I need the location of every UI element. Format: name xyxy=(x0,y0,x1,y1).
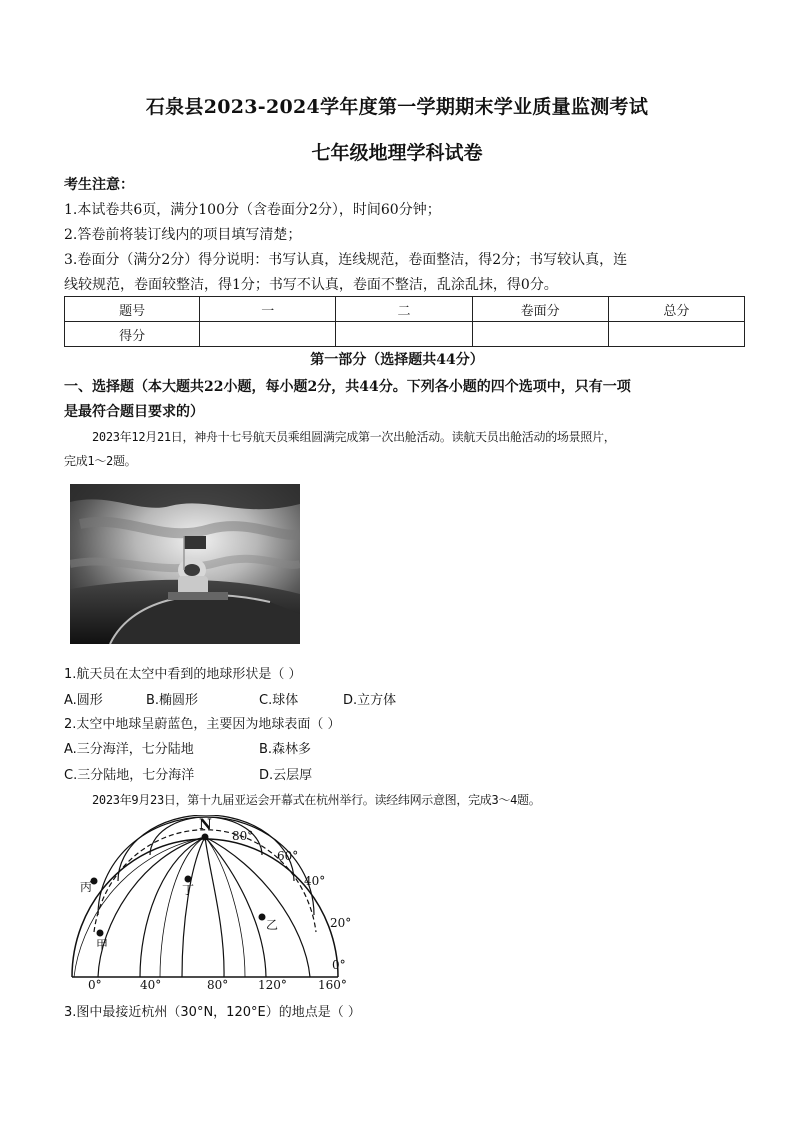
score-header-cell: 题号 xyxy=(65,297,200,322)
q1-option-d[interactable]: D.立方体 xyxy=(343,693,397,708)
notice-item-1: 1.本试卷共6页，满分100分（含卷面分2分），时间60分钟； xyxy=(64,202,441,218)
point-yi xyxy=(259,914,266,921)
tropic-dashed-line xyxy=(94,830,316,932)
lat-label-0: 0° xyxy=(332,958,346,972)
passage1-line2: 完成1～2题。 xyxy=(64,454,137,468)
part1-instructions-line1: 一、选择题（本大题共22小题，每小题2分，共44分。下列各小题的四个选项中，只有一项 xyxy=(64,379,631,395)
score-cell-blank[interactable] xyxy=(200,322,336,347)
exam-subtitle: 七年级地理学科试卷 xyxy=(311,142,483,164)
part1-instructions-line2: 是最符合题目要求的） xyxy=(64,404,204,420)
graticule-diagram xyxy=(60,815,360,990)
notice-item-3-line2: 线较规范，卷面较整洁，得1分；书写不认真，卷面不整洁，乱涂乱抹，得0分。 xyxy=(64,277,558,293)
lon-label-0: 0° xyxy=(88,978,102,990)
point-label-ding: 丁 xyxy=(182,883,195,897)
point-jia xyxy=(97,930,104,937)
q2-option-b[interactable]: B.森林多 xyxy=(259,742,312,757)
lat-label-80: 80° xyxy=(232,829,254,843)
point-label-jia: 甲 xyxy=(96,938,109,952)
pole-label: N xyxy=(199,817,212,833)
score-table-header-row xyxy=(65,297,745,322)
q3-stem: 3.图中最接近杭州（30°N，120°E）的地点是（ ） xyxy=(64,1005,361,1020)
notice-heading: 考生注意： xyxy=(64,177,134,193)
q1-option-a[interactable]: A.圆形 xyxy=(64,693,103,708)
astronaut-spacewalk-photo xyxy=(70,484,300,644)
north-pole-point xyxy=(202,834,209,841)
score-header-cell: 卷面分 xyxy=(472,297,608,322)
lon-label-160: 160° xyxy=(318,978,347,990)
q1-option-c[interactable]: C.球体 xyxy=(259,693,299,708)
score-header-cell: 二 xyxy=(336,297,472,322)
point-ding xyxy=(185,876,192,883)
score-row-label: 得分 xyxy=(65,322,200,347)
score-header-cell: 一 xyxy=(200,297,336,322)
score-header-cell: 总分 xyxy=(608,297,744,322)
lon-label-80: 80° xyxy=(207,978,229,990)
q2-option-c[interactable]: C.三分陆地，七分海洋 xyxy=(64,768,195,783)
notice-item-2: 2.答卷前将装订线内的项目填写清楚； xyxy=(64,227,302,243)
score-table-score-row xyxy=(65,322,745,347)
lon-label-120: 120° xyxy=(258,978,287,990)
point-label-yi: 乙 xyxy=(266,918,279,932)
notice-item-3-line1: 3.卷面分（满分2分）得分说明：书写认真，连线规范，卷面整洁，得2分；书写较认真，连 xyxy=(64,252,628,268)
q1-option-b[interactable]: B.椭圆形 xyxy=(146,693,199,708)
point-label-bing: 丙 xyxy=(80,880,93,894)
score-table xyxy=(64,296,745,347)
q2-option-d[interactable]: D.云层厚 xyxy=(259,768,313,783)
passage2-line1: 2023年9月23日，第十九届亚运会开幕式在杭州举行。读经纬网示意图，完成3～4题。 xyxy=(92,793,541,807)
exam-title: 石泉县2023-2024学年度第一学期期末学业质量监测考试 xyxy=(145,96,649,118)
lat-label-40: 40° xyxy=(304,874,326,888)
lat-label-60: 60° xyxy=(277,849,299,863)
part1-title: 第一部分（选择题共44分） xyxy=(310,352,484,368)
q2-stem: 2.太空中地球呈蔚蓝色，主要因为地球表面（ ） xyxy=(64,717,341,732)
lon-label-40: 40° xyxy=(140,978,162,990)
score-cell-blank[interactable] xyxy=(472,322,608,347)
lat-label-20: 20° xyxy=(330,916,352,930)
score-cell-blank[interactable] xyxy=(608,322,744,347)
q2-option-a[interactable]: A.三分海洋，七分陆地 xyxy=(64,742,194,757)
score-cell-blank[interactable] xyxy=(336,322,472,347)
q1-stem: 1.航天员在太空中看到的地球形状是（ ） xyxy=(64,667,302,682)
passage1-line1: 2023年12月21日，神舟十七号航天员乘组圆满完成第一次出舱活动。读航天员出舱活动的场景照片， xyxy=(92,430,616,444)
